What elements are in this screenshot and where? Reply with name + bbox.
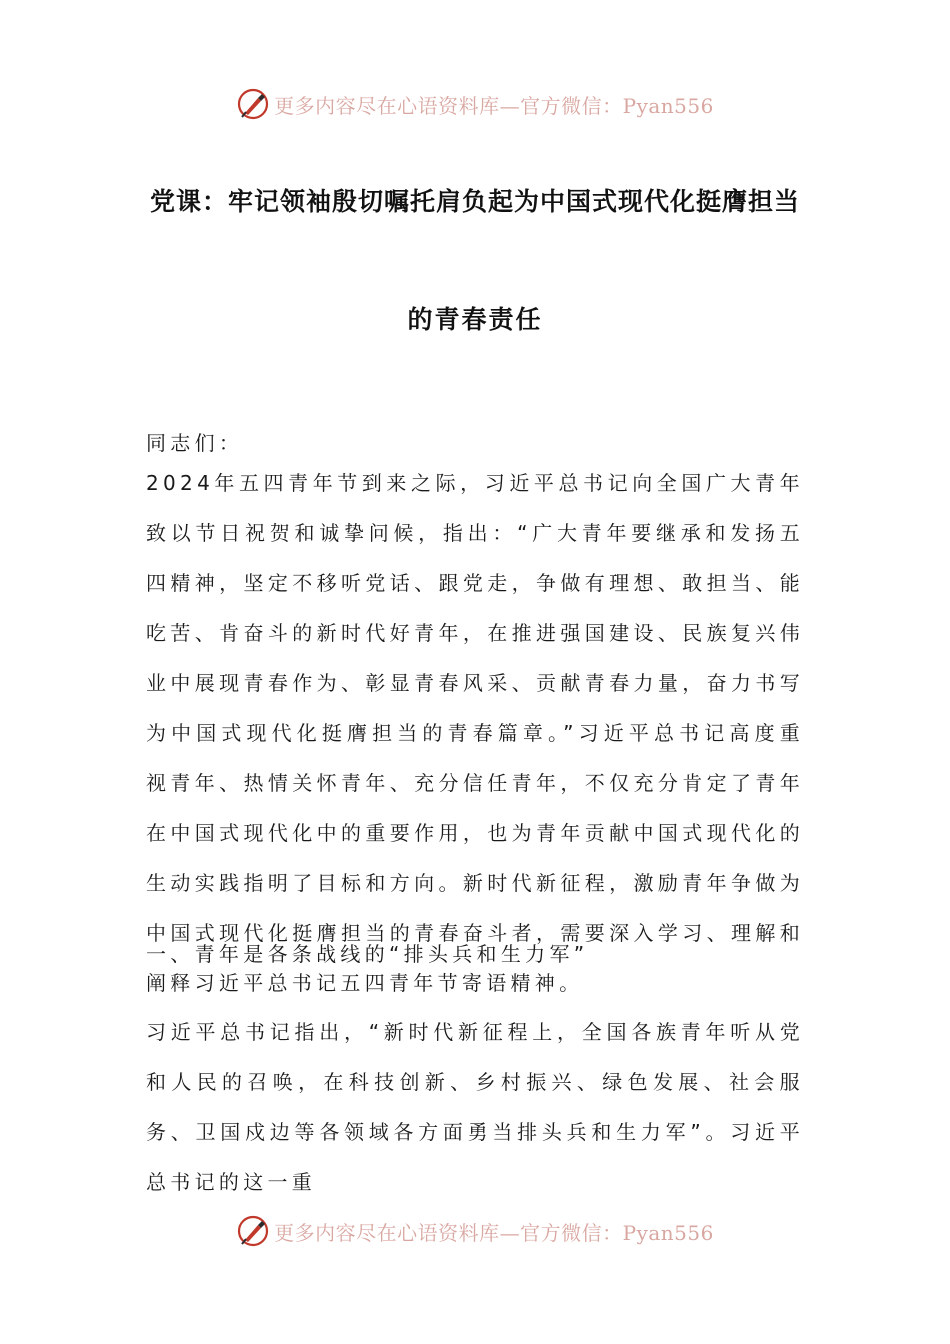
paragraph-2: 习近平总书记指出，“新时代新征程上，全国各族青年听从党和人民的召唤，在科技创新、乡村振兴、绿色发展、社会服务、卫国戍边等各领域各方面勇当排头兵和生力军”。习近平总书记的这一重 bbox=[146, 1020, 804, 1194]
greeting: 同志们： bbox=[146, 431, 244, 455]
watermark-footer bbox=[0, 1211, 950, 1251]
document-title-line1: 党课：牢记领袖殷切嘱托肩负起为中国式现代化挺膺担当 bbox=[149, 187, 800, 216]
watermark-header bbox=[0, 84, 950, 124]
pen-nib-circle-icon bbox=[236, 87, 270, 121]
watermark-text: 更多内容尽在心语资料库—官方微信：Pyan556 bbox=[274, 93, 714, 118]
pen-nib-circle-icon bbox=[236, 1214, 270, 1248]
document-title-line2: 的青春责任 bbox=[407, 305, 543, 334]
watermark-text: 更多内容尽在心语资料库—官方微信：Pyan556 bbox=[274, 1220, 714, 1245]
section-heading-1: 一、青年是各条战线的“排头兵和生力军” bbox=[146, 942, 589, 966]
paragraph-1: 2024年五四青年节到来之际，习近平总书记向全国广大青年致以节日祝贺和诚挚问候，指出：“广大青年要继承和发扬五四精神，坚定不移听党话、跟党走，争做有理想、敢担当、能吃苦、肯奋斗的新时代好青年，在推进强国建设、民族复兴伟业中展现青春作为、彰显青春风采、贡献青春力量，奋力书写为中国式现代化挺膺担当的青春篇章。”习近平总书记高度重视青年、热情关怀青年、充分信任青年，不仅充分肯定了青年在中国式现代化中的重要作用，也为青年贡献中国式现代化的生动实践指明了目标和方向。新时代新征程，激励青年争做为中国式现代化挺膺担当的青春奋斗者，需要深入学习、理解和阐释习近平总书记五四青年节寄语精神。 bbox=[146, 471, 804, 995]
